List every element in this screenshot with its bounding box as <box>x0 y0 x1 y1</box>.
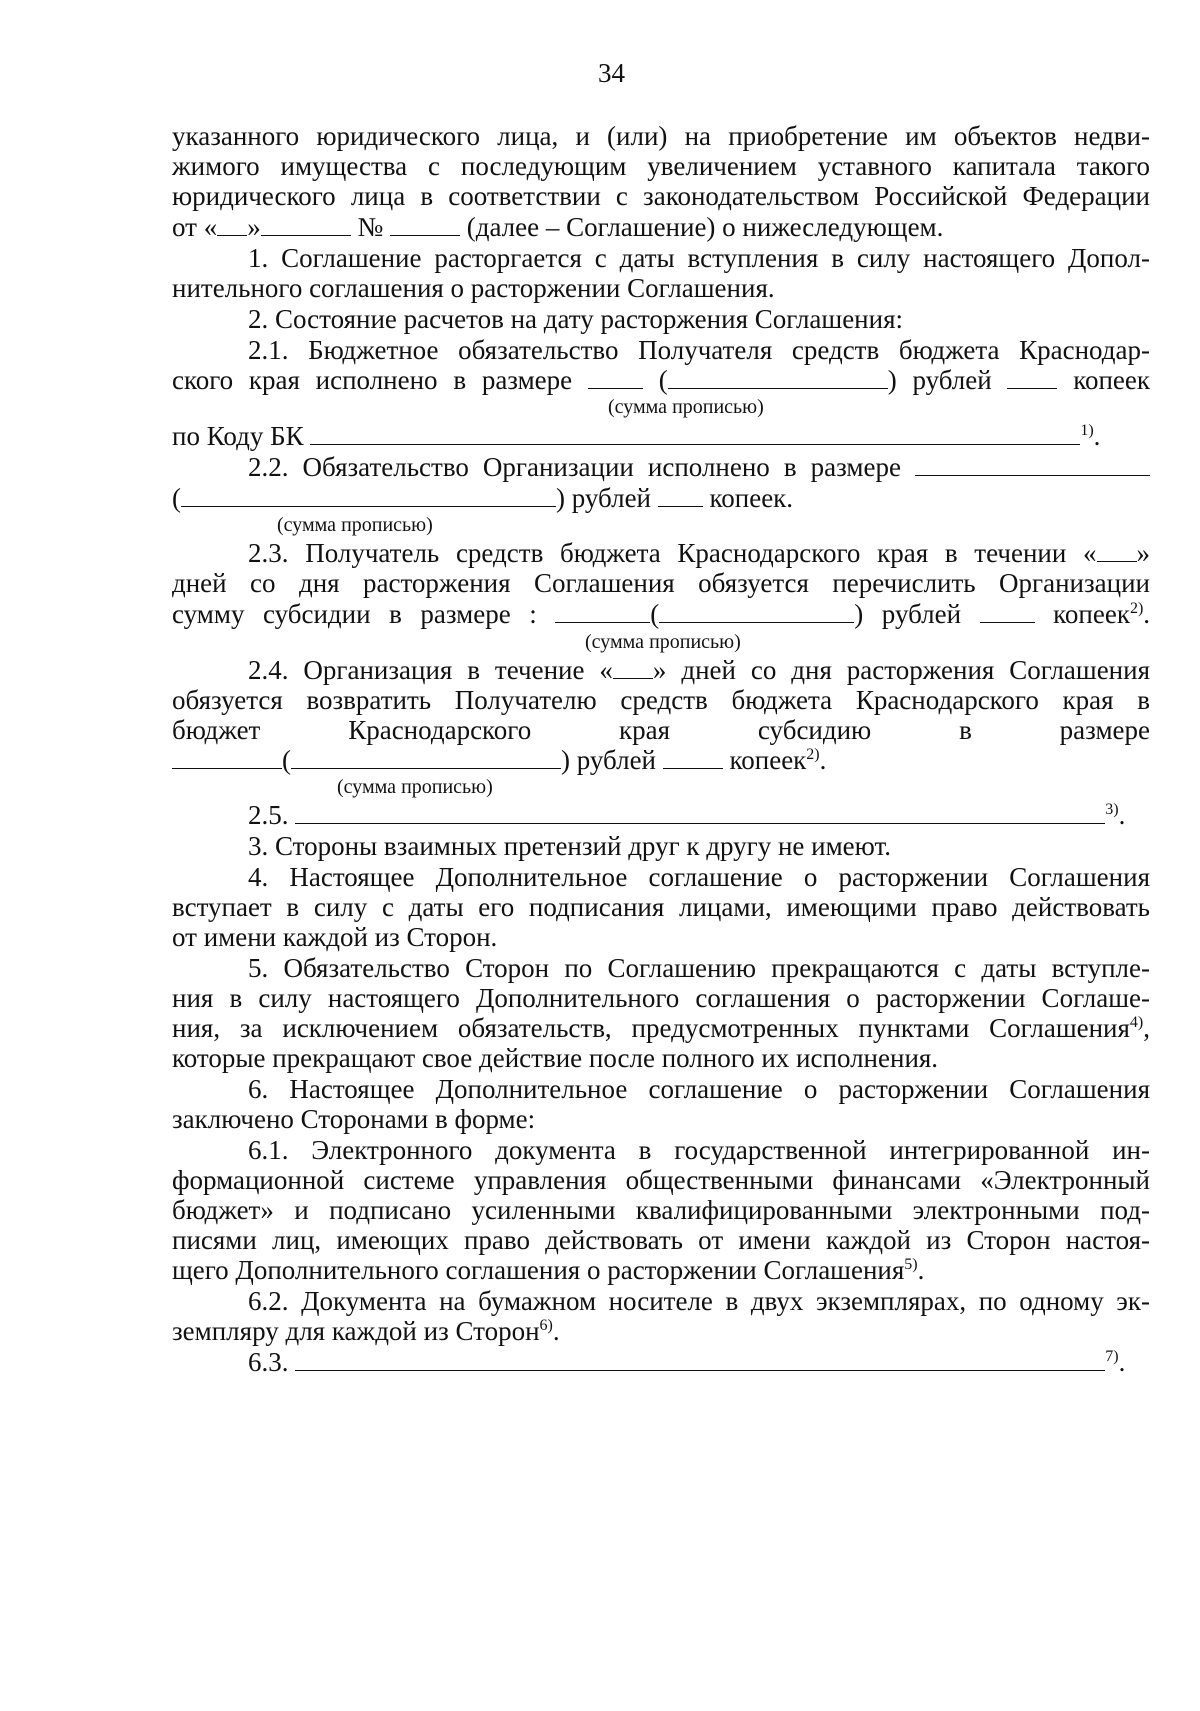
p63-line: 6.3. $^{7)}$. <box>248 1347 1126 1377</box>
p23-line-3: сумму субсидии в размере : ( ) рублей копеек$^{2)}$. <box>172 599 1151 629</box>
p61-line-1: 6.1. Электронного документа в государственной интегрированной ин- <box>248 1135 1150 1165</box>
p24-caption: (сумма прописью) <box>337 776 493 798</box>
amount-words-blank <box>668 366 888 389</box>
number-blank <box>390 213 460 236</box>
p21-caption: (сумма прописью) <box>608 396 764 418</box>
p3-line: 3. Стороны взаимных претензий друг к другу не имеют. <box>248 831 892 861</box>
p6-line-2: заключено Сторонами в форме: <box>172 1104 536 1134</box>
p24-line-2: обязуется возвратить Получателю средств бюджета Краснодарского края в <box>172 685 1150 715</box>
p2-line: 2. Состояние расчетов на дату расторжения Соглашения: <box>248 304 904 334</box>
p5-line-4: которые прекращают свое действие после полного их исполнения. <box>172 1043 939 1073</box>
p23-caption: (сумма прописью) <box>585 631 741 653</box>
days-blank <box>1097 539 1137 562</box>
p62-line-2: земпляру для каждой из Сторон$^{6)}$. <box>172 1316 560 1346</box>
p5-line-2: ния в силу настоящего Дополнительного соглашения о расторжении Соглаше- <box>172 983 1150 1013</box>
amount-words-blank <box>291 746 561 769</box>
p61-line-4: писями лиц, имеющих право действовать от имени каждой из Сторон настоя- <box>172 1225 1150 1255</box>
page-number: 34 <box>598 58 625 88</box>
kopecks-blank <box>658 484 703 507</box>
intro-line-1: указанного юридического лица, и (или) на приобретение им объектов недви- <box>172 121 1150 151</box>
amount-blank <box>555 600 650 623</box>
month-blank <box>261 213 351 236</box>
p21-line-3: по Коду БК $^{1)}$. <box>172 421 1101 451</box>
amount-blank <box>588 366 643 389</box>
days-blank <box>613 656 653 679</box>
p23-line-1: 2.3. Получатель средств бюджета Краснодарского края в течении « » <box>248 538 1150 568</box>
amount-words-blank <box>181 484 556 507</box>
p1-line-1: 1. Соглашение расторгается с даты вступления в силу настоящего Допол- <box>248 243 1150 273</box>
amount-blank <box>915 453 1150 476</box>
intro-line-4: от « » № (далее – Соглашение) о нижеследующем. <box>172 212 944 242</box>
intro-line-3: юридического лица в соответствии с законодательством Российской Федерации <box>172 181 1150 211</box>
kopecks-blank <box>980 600 1035 623</box>
p25-blank <box>295 801 1105 824</box>
p1-line-2: нительного соглашения о расторжении Соглашения. <box>172 273 775 303</box>
p21-line-1: 2.1. Бюджетное обязательство Получателя средств бюджета Краснодар- <box>248 335 1150 365</box>
kopecks-blank <box>663 746 723 769</box>
p24-line-4: ( ) рублей копеек$^{2)}$. <box>172 745 1150 776</box>
p61-line-2: формационной системе управления общественными финансами «Электронный <box>172 1165 1150 1195</box>
intro-line-2: жимого имущества с последующим увеличением уставного капитала такого <box>172 151 1150 181</box>
budget-code-blank <box>310 422 1080 445</box>
p24-line-1: 2.4. Организация в течение « » дней со дня расторжения Соглашения <box>248 655 1151 685</box>
p5-line-3: ния, за исключением обязательств, предусмотренных пунктами Соглашения$^{4)}$, <box>172 1013 1150 1043</box>
kopecks-blank <box>1007 366 1057 389</box>
p22-line-2: ( ) рублей копеек. <box>172 483 794 513</box>
p24-line-3: бюджет Краснодарского края субсидию в размере <box>172 715 1150 745</box>
p6-line-1: 6. Настоящее Дополнительное соглашение о расторжении Соглашения <box>248 1074 1150 1104</box>
p23-line-2: дней со дня расторжения Соглашения обязуется перечислить Организации <box>172 568 1150 598</box>
p25-line: 2.5. $^{3)}$. <box>248 800 1126 830</box>
p63-blank <box>295 1348 1105 1371</box>
day-blank <box>217 213 247 236</box>
p62-line-1: 6.2. Документа на бумажном носителе в двух экземплярах, по одному эк- <box>248 1286 1150 1316</box>
amount-words-blank <box>659 600 854 623</box>
p4-line-1: 4. Настоящее Дополнительное соглашение о расторжении Соглашения <box>248 862 1150 892</box>
p61-line-5: щего Дополнительного соглашения о расторжении Соглашения$^{5)}$. <box>172 1255 925 1285</box>
p22-caption: (сумма прописью) <box>277 514 433 536</box>
p21-line-2: ского края исполнено в размере ( ) рублей копеек <box>172 365 1151 395</box>
p4-line-2: вступает в силу с даты его подписания лицами, имеющими право действовать <box>172 892 1150 922</box>
p5-line-1: 5. Обязательство Сторон по Соглашению прекращаются с даты вступле- <box>248 953 1150 983</box>
p22-line-1: 2.2. Обязательство Организации исполнено в размере <box>248 452 1150 483</box>
p61-line-3: бюджет» и подписано усиленными квалифицированными электронными под- <box>172 1195 1150 1225</box>
p4-line-3: от имени каждой из Сторон. <box>172 922 498 952</box>
amount-blank <box>172 746 282 769</box>
